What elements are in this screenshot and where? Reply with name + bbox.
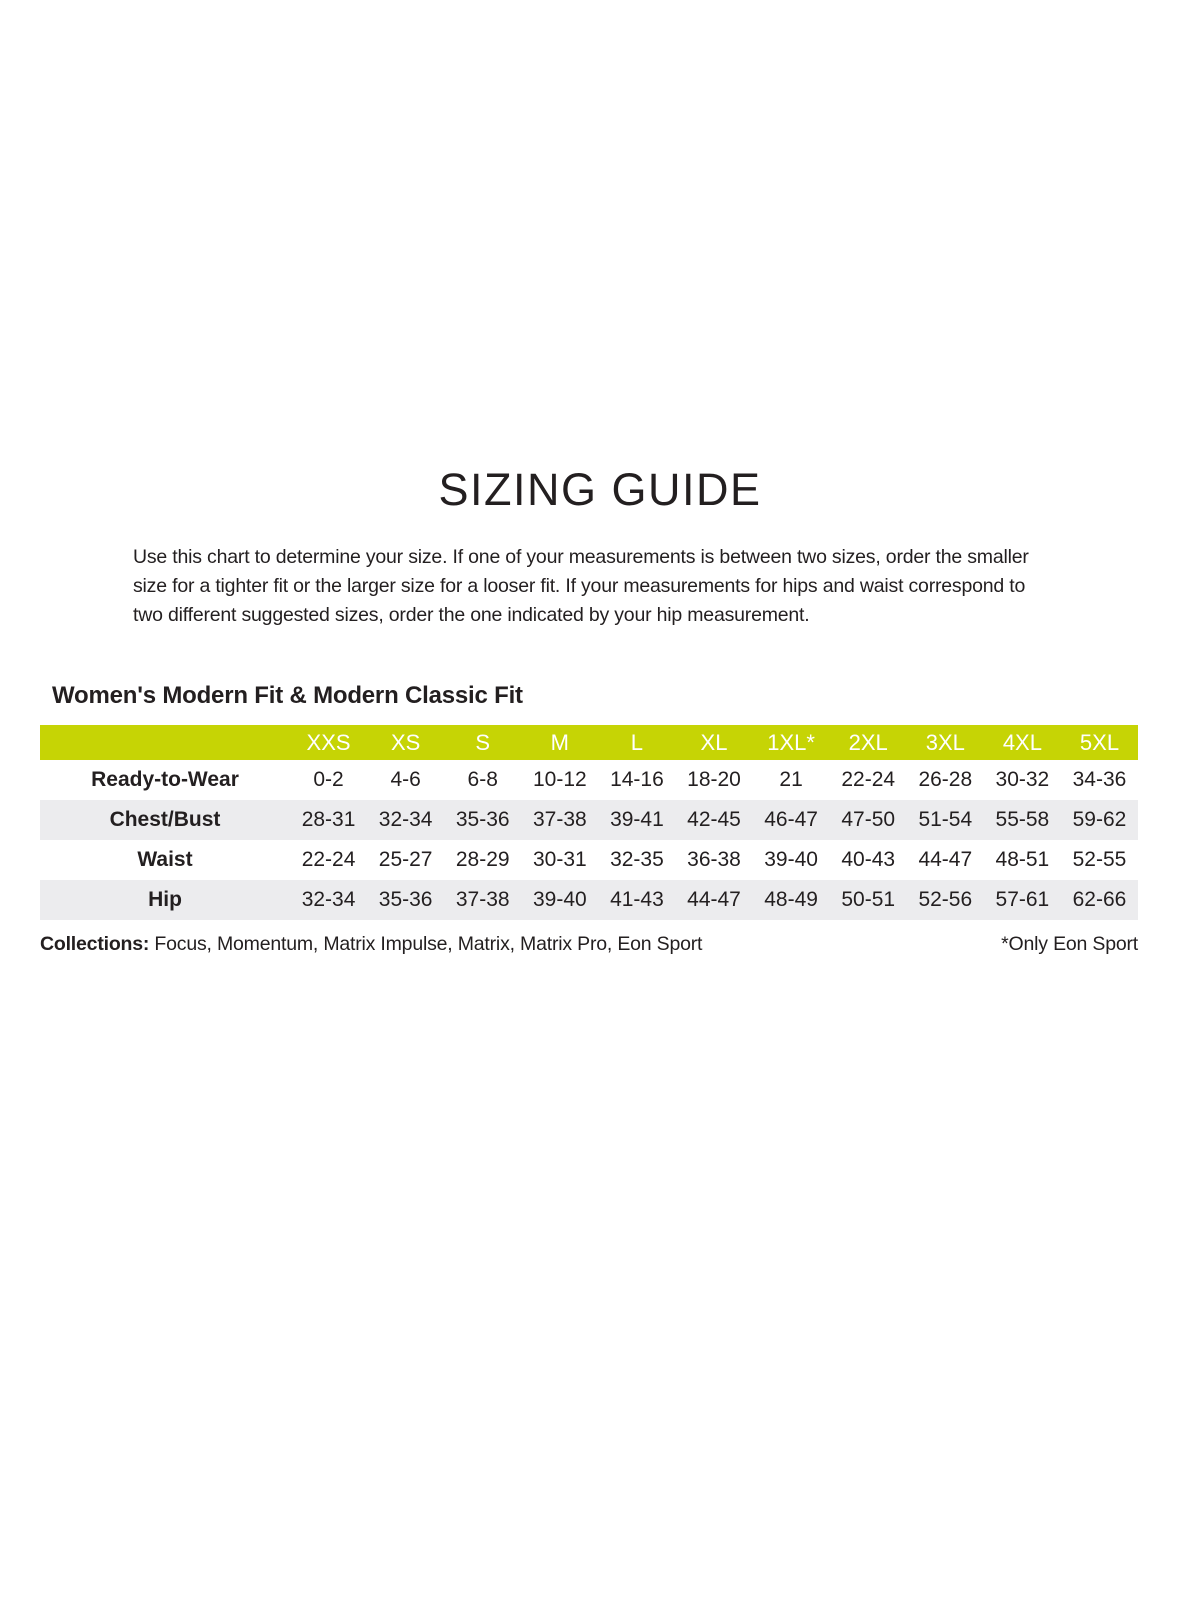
- table-cell: 44-47: [687, 888, 741, 911]
- table-cell: 22-24: [841, 768, 896, 791]
- table-row: [40, 760, 1138, 800]
- table-cell: 32-34: [378, 808, 433, 831]
- table-row: [40, 880, 1138, 920]
- table-cell: 32-35: [610, 848, 664, 871]
- table-cell: 46-47: [764, 808, 818, 831]
- table-cell: 51-54: [918, 808, 973, 831]
- table-cell: 42-45: [687, 808, 741, 831]
- table-cell: 32-34: [301, 888, 356, 911]
- intro-paragraph: [133, 543, 1063, 630]
- column-header: 4XL: [1002, 729, 1042, 755]
- table-cell: 62-66: [1072, 888, 1127, 911]
- table-row: [40, 840, 1138, 880]
- column-header: M: [550, 729, 569, 755]
- size-chart-header-row: [40, 725, 1138, 760]
- table-cell: 39-40: [532, 888, 587, 911]
- table-cell: 30-32: [995, 768, 1050, 791]
- column-header: 1XL*: [767, 729, 815, 755]
- table-cell: 55-58: [995, 808, 1050, 831]
- column-header: 3XL: [925, 729, 965, 755]
- row-label: Waist: [137, 848, 193, 871]
- chart-footer: [40, 933, 1138, 956]
- table-cell: 28-31: [301, 808, 356, 831]
- column-header: 2XL: [848, 729, 888, 755]
- table-cell: 44-47: [918, 848, 973, 871]
- column-header: L: [630, 729, 644, 755]
- table-cell: 6-8: [467, 768, 498, 791]
- table-cell: 35-36: [378, 888, 433, 911]
- column-header: XL: [700, 729, 728, 755]
- table-cell: 25-27: [378, 848, 433, 871]
- row-label: Hip: [148, 888, 182, 911]
- table-cell: 57-61: [995, 888, 1050, 911]
- row-label: Ready-to-Wear: [91, 768, 239, 791]
- table-cell: 40-43: [841, 848, 896, 871]
- collections-line: [40, 933, 702, 956]
- table-cell: 52-55: [1072, 848, 1127, 871]
- table-cell: 36-38: [687, 848, 741, 871]
- table-cell: 22-24: [301, 848, 356, 871]
- table-cell: 35-36: [455, 808, 510, 831]
- column-header: S: [475, 729, 491, 755]
- table-cell: 37-38: [532, 808, 587, 831]
- table-cell: 37-38: [455, 888, 510, 911]
- table-cell: 39-41: [610, 808, 664, 831]
- table-cell: 59-62: [1072, 808, 1127, 831]
- collections-label: Collections:: [40, 933, 150, 955]
- row-label: Chest/Bust: [109, 808, 221, 831]
- table-cell: 52-56: [918, 888, 973, 911]
- column-header: XXS: [306, 729, 351, 755]
- table-cell: 41-43: [610, 888, 664, 911]
- column-header: XS: [390, 729, 421, 755]
- page-title: SIZING GUIDE: [438, 464, 762, 515]
- table-cell: 10-12: [532, 768, 587, 791]
- intro-line: two different suggested sizes, order the one indicated by your hip measurement.: [133, 604, 810, 626]
- section-title: Women's Modern Fit & Modern Classic Fit: [52, 682, 523, 709]
- table-row: [40, 800, 1138, 840]
- table-cell: 39-40: [764, 848, 818, 871]
- table-cell: 4-6: [390, 768, 421, 791]
- footnote: *Only Eon Sport: [1001, 933, 1138, 955]
- table-cell: 48-51: [995, 848, 1050, 871]
- intro-line: size for a tighter fit or the larger size for a looser fit. If your measurements for hips and waist correspond to: [133, 575, 1026, 597]
- table-cell: 14-16: [610, 768, 664, 791]
- table-cell: 48-49: [764, 888, 818, 911]
- table-cell: 21: [779, 768, 803, 791]
- size-chart-table: [40, 725, 1138, 920]
- table-cell: 18-20: [687, 768, 741, 791]
- table-cell: 34-36: [1072, 768, 1127, 791]
- table-cell: 26-28: [918, 768, 973, 791]
- table-cell: 30-31: [532, 848, 587, 871]
- table-cell: 47-50: [841, 808, 896, 831]
- table-cell: 28-29: [455, 848, 510, 871]
- table-cell: 50-51: [841, 888, 896, 911]
- table-cell: 0-2: [313, 768, 344, 791]
- column-header: 5XL: [1079, 729, 1120, 755]
- collections-list: Focus, Momentum, Matrix Impulse, Matrix, Matrix Pro, Eon Sport: [149, 933, 703, 955]
- intro-line: Use this chart to determine your size. If one of your measurements is between two sizes, order the smaller: [133, 546, 1029, 568]
